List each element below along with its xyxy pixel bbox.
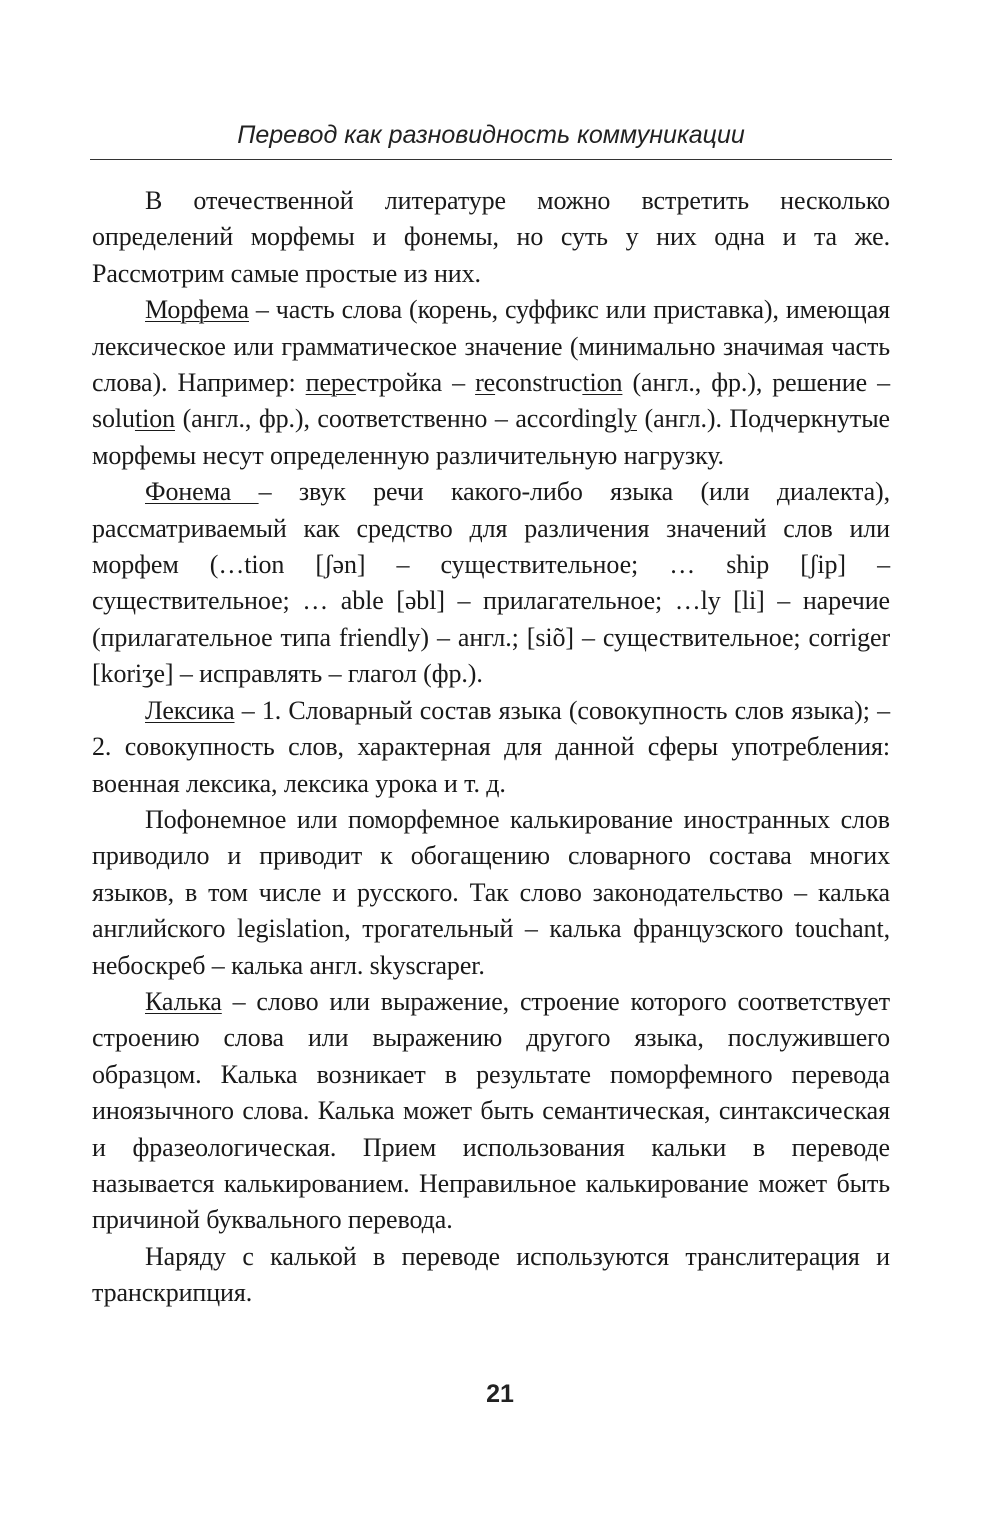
paragraph-intro [92,183,890,292]
term-lexicon: Лексика [145,695,235,725]
morpheme-example-tion: tion [582,368,623,398]
page-number: 21 [486,1380,514,1408]
morpheme-example-re: re [475,368,496,398]
calque-definition: – слово или выражение, строение которого соответствует строению слова или выражению другого языка, послужившего образцом. Калька возникает в результате поморфемного перевода иноязычного слова. Калька может быть семантическая, синтаксическая и фразеологическая. Прием использования кальки в переводе называется калькированием. Неправильное калькирование может быть причиной буквального перевода. [92,986,890,1235]
morpheme-example-solution: (англ., фр.), решение – solu [92,368,890,434]
phoneme-definition: – звук речи какого-либо языка (или диалекта), рассматриваемый как средство для различения значений слов или морфем (…tion [ʃən] – существительное; … ship [ʃip] – существительное; … able [əbl] – прилагательное; …ly [li] – наречие (прилагательное типа friendly) – англ.; [siõ] – существительное; corriger [koriʒe] – исправлять – глагол (фр.). [92,477,890,689]
morpheme-example-tion-2: tion [134,404,176,434]
paragraph-phoneme [92,474,890,692]
morpheme-definition: – часть слова (корень, суффикс или приставка), имеющая лексическое или грамматическое значение (минимально значимая часть слова). Например: [92,295,890,398]
paragraph-lexicon [92,693,890,802]
morpheme-example-y: y [624,404,637,434]
paragraph-morpheme [92,292,890,474]
paragraph-calque [92,984,890,1239]
morpheme-example-root: стройка – [355,368,476,398]
paragraph-intro-text: В отечественной литературе можно встретить несколько определений морфемы и фонемы, но суть у них одна и та же. Рассмотрим самые простые из них. [92,186,890,288]
paragraph-transliteration [92,1239,890,1312]
page-body [92,183,890,1312]
paragraph-transliteration-text: Наряду с калькой в переводе используются транслитерация и транскрипция. [92,1241,890,1308]
morpheme-example-accordingly: (англ., фр.), соответственно – accordingl [175,404,625,434]
paragraph-calquing [92,802,890,984]
term-phoneme: Фонема [145,477,259,507]
paragraph-calquing-text: Пофонемное или поморфемное калькирование иностранных слов приводило и приводит к обогащению словарного состава многих языков, в том числе и русского. Так слово законодательство – калька английского legislation, трогательный – калька французского touchant, небоскреб – калька англ. skyscraper. [92,804,890,980]
header-rule [90,159,892,160]
morpheme-example-construc: construc [495,368,583,398]
morpheme-example-prefix: пере [305,368,356,398]
term-calque: Калька [145,986,222,1016]
lexicon-definition: – 1. Словарный состав языка (совокупность слов языка); – 2. совокупность слов, характерная для данной сферы употребления: военная лексика, лексика урока и т. д. [92,695,890,798]
term-morpheme: Морфема [145,295,249,325]
morpheme-conclusion: (англ.). Подчеркнутые морфемы несут определенную различительную нагрузку. [92,404,890,470]
running-title: Перевод как разновидность коммуникации [237,121,745,149]
